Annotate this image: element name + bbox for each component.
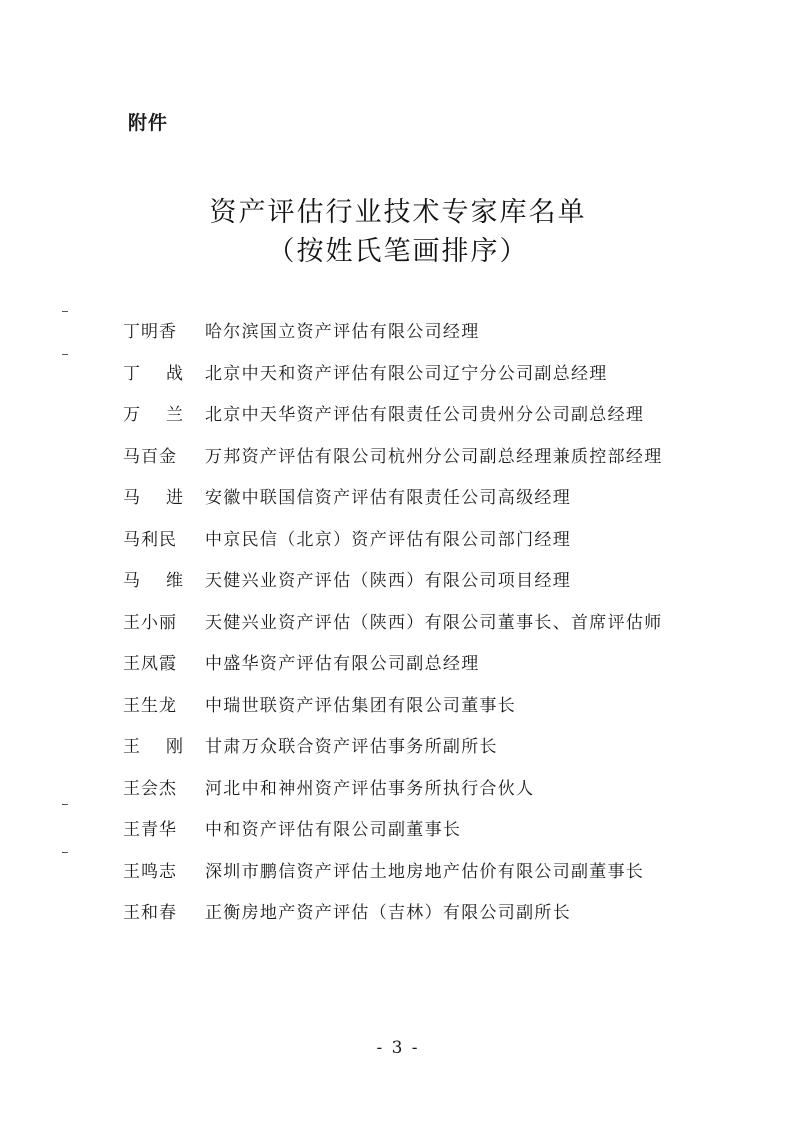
expert-organization: 安徽中联国信资产评估有限责任公司高级经理 [205,488,571,508]
list-item [123,603,713,645]
list-item [123,561,713,603]
list-item [123,478,713,520]
list-item [123,437,713,479]
expert-list [123,312,713,935]
expert-name: 马 进 [123,488,183,508]
document-subtitle: （按姓氏笔画排序） [267,236,529,267]
expert-organization: 中盛华资产评估有限公司副总经理 [205,654,480,674]
expert-organization: 万邦资产评估有限公司杭州分公司副总经理兼质控部经理 [205,446,663,467]
expert-organization: 北京中天华资产评估有限责任公司贵州分公司副总经理 [205,405,645,425]
expert-organization: 河北中和神州资产评估事务所执行合伙人 [205,778,535,799]
page-number: - 3 - [376,1038,420,1058]
list-item [123,686,713,728]
margin-mark [62,354,68,355]
expert-name: 万 兰 [123,405,183,425]
list-item [123,769,713,811]
expert-organization: 天健兴业资产评估（陕西）有限公司董事长、首席评估师 [205,612,663,633]
expert-name: 丁明香 [123,322,177,342]
expert-name: 王会杰 [123,778,177,799]
attachment-label: 附件 [128,112,169,134]
list-item [123,810,713,852]
expert-name: 王 刚 [123,737,183,757]
expert-organization: 中京民信（北京）资产评估有限公司部门经理 [205,529,571,550]
list-item [123,727,713,769]
margin-mark [62,311,68,312]
expert-name: 马百金 [123,446,177,467]
expert-name: 马利民 [123,529,177,550]
expert-organization: 深圳市鹏信资产评估土地房地产估价有限公司副董事长 [205,861,645,882]
expert-organization: 中瑞世联资产评估集团有限公司董事长 [205,695,517,716]
expert-name: 王和春 [123,903,177,923]
margin-mark [62,804,68,805]
expert-organization: 哈尔滨国立资产评估有限公司经理 [205,322,480,342]
expert-organization: 北京中天和资产评估有限公司辽宁分公司副总经理 [205,363,608,384]
expert-name: 王凤霞 [123,654,177,674]
expert-organization: 甘肃万众联合资产评估事务所副所长 [205,737,498,757]
list-item [123,852,713,894]
expert-organization: 正衡房地产资产评估（吉林）有限公司副所长 [205,903,571,923]
expert-organization: 天健兴业资产评估（陕西）有限公司项目经理 [205,571,571,591]
list-item [123,893,713,935]
list-item [123,520,713,562]
expert-name: 马 维 [123,571,183,591]
list-item [123,395,713,437]
list-item [123,644,713,686]
list-item [123,312,713,354]
expert-name: 王鸣志 [123,861,177,882]
list-item [123,354,713,396]
expert-organization: 中和资产评估有限公司副董事长 [205,820,462,840]
margin-mark [62,852,68,853]
document-title: 资产评估行业技术专家库名单 [209,197,587,228]
expert-name: 王生龙 [123,695,177,716]
expert-name: 丁 战 [123,363,183,384]
expert-name: 王青华 [123,820,177,840]
expert-name: 王小丽 [123,612,177,633]
